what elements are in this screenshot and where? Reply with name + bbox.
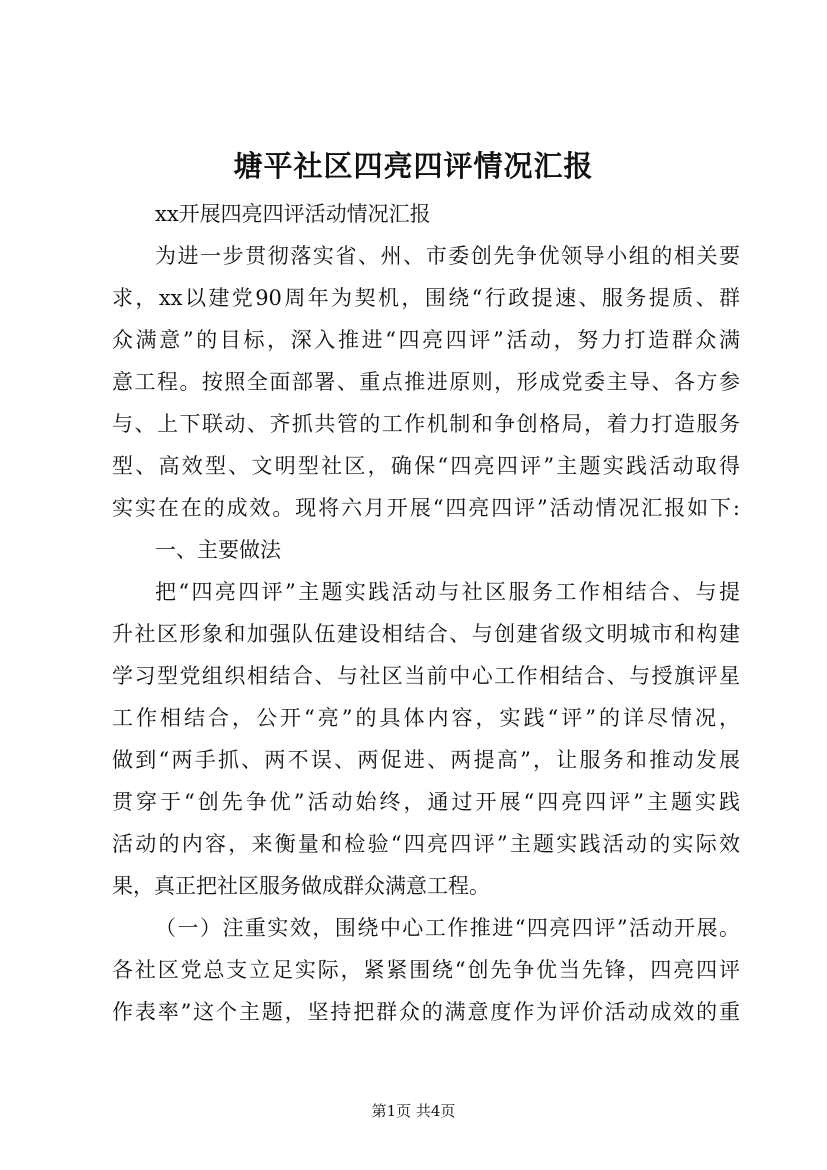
paragraph-line: 贯穿于“创先争优”活动始终，通过开展“四亮四评”主题实践: [112, 790, 740, 814]
document-title: 塘平社区四亮四评情况汇报: [233, 149, 594, 183]
paragraph-line: 与、上下联动、齐抓共管的工作机制和争创格局，着力打造服务: [112, 412, 740, 436]
paragraph-line: 升社区形象和加强队伍建设相结合、与创建省级文明城市和构建: [112, 622, 740, 646]
paragraph-line: 意工程。按照全面部署、重点推进原则，形成党委主导、各方参: [112, 370, 740, 394]
paragraph-line: 作表率”这个主题，坚持把群众的满意度作为评价活动成效的重: [112, 1000, 740, 1024]
subsection-heading-line: （一）注重实效，围绕中心工作推进“四亮四评”活动开展。: [155, 916, 740, 940]
page-footer: 第1页 共4页: [371, 1102, 456, 1120]
paragraph-line: 工作相结合，公开“亮”的具体内容，实践“评”的详尽情况，: [112, 706, 740, 730]
paragraph-line: 求，xx以建党90周年为契机，围绕“行政提速、服务提质、群: [112, 286, 740, 310]
paragraph-line: 各社区党总支立足实际，紧紧围绕“创先争优当先锋，四亮四评: [112, 958, 740, 982]
paragraph-line: 学习型党组织相结合、与社区当前中心工作相结合、与授旗评星: [112, 664, 740, 688]
paragraph-line: 实实在在的成效。现将六月开展“四亮四评”活动情况汇报如下:: [112, 496, 740, 520]
paragraph-line: 果，真正把社区服务做成群众满意工程。: [112, 874, 490, 898]
paragraph-line: 为进一步贯彻落实省、州、市委创先争优领导小组的相关要: [155, 244, 740, 268]
paragraph-line: 做到“两手抓、两不误、两促进、两提高”，让服务和推动发展: [112, 748, 740, 772]
paragraph-line: 活动的内容，来衡量和检验“四亮四评”主题实践活动的实际效: [112, 832, 740, 856]
paragraph-line: 型、高效型、文明型社区，确保“四亮四评”主题实践活动取得: [112, 454, 740, 478]
subtitle-line: xx开展四亮四评活动情况汇报: [155, 202, 431, 226]
paragraph-line: 把“四亮四评”主题实践活动与社区服务工作相结合、与提: [155, 580, 740, 604]
section-heading: 一、主要做法: [155, 538, 281, 562]
paragraph-line: 众满意”的目标，深入推进“四亮四评”活动，努力打造群众满: [112, 328, 740, 352]
